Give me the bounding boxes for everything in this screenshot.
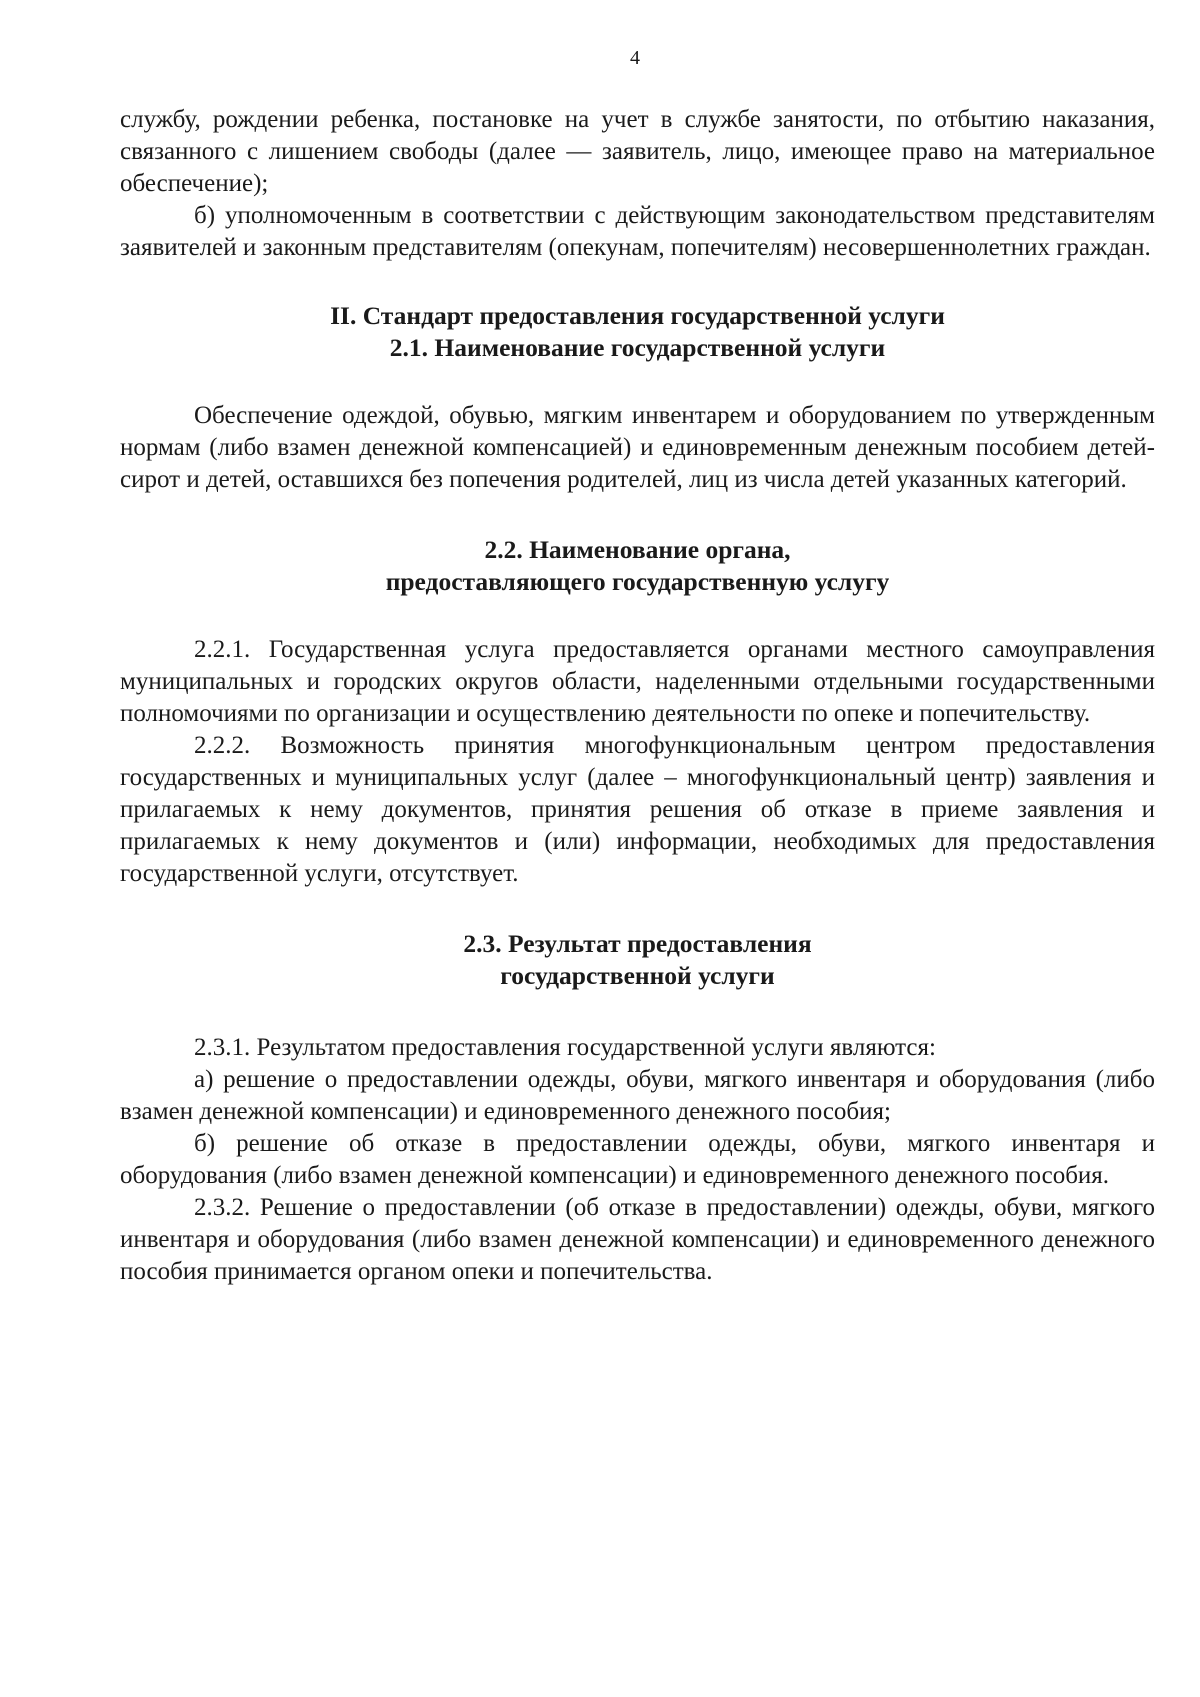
heading-2-1-title: 2.1. Наименование государственной услуги	[389, 333, 886, 362]
section-heading-2-2	[120, 534, 1155, 598]
paragraph-item-b-representatives: б) уполномоченным в соответствии с действующим законодательством представителям заявителей и законным представителям (опекунам, попечителям) несовершеннолетних граждан.	[120, 202, 1155, 261]
paragraph-recipients-continued: службу, рождении ребенка, постановке на учет в службе занятости, по отбытию наказания, связанного с лишением свободы (далее — заявитель, лицо, имеющее право на материальное обеспечение);	[120, 106, 1155, 197]
heading-2-2-line2: предоставляющего государственную услугу	[385, 567, 890, 596]
paragraph-item-a-decision: а) решение о предоставлении одежды, обуви, мягкого инвентаря и оборудования (либо взамен денежной компенсации) и единовременного денежного пособия;	[120, 1066, 1155, 1125]
paragraph-2-3-2: 2.3.2. Решение о предоставлении (об отказе в предоставлении) одежды, обуви, мягкого инвентаря и оборудования (либо взамен денежной компенсации) и единовременного денежного пособия принимается органом опеки и попечительства.	[120, 1194, 1155, 1285]
paragraph-item-b-refusal: б) решение об отказе в предоставлении одежды, обуви, мягкого инвентаря и оборудования (либо взамен денежной компенсации) и единовременного денежного пособия.	[120, 1130, 1155, 1189]
paragraph-service-name: Обеспечение одеждой, обувью, мягким инвентарем и оборудованием по утвержденным нормам (либо взамен денежной компенсацией) и единовременным денежным пособием детей-сирот и детей, оставшихся без попечения родителей, лиц из числа детей указанных категорий.	[120, 402, 1155, 493]
heading-2-2-line1: 2.2. Наименование органа,	[484, 535, 791, 564]
paragraph-2-2-2: 2.2.2. Возможность принятия многофункциональным центром предоставления государственных и муниципальных услуг (далее – многофункциональный центр) заявления и прилагаемых к нему документов, принятия решения об отказе в приеме заявления и прилагаемых к нему документов и (или) информации, необходимых для предоставления государственной услуги, отсутствует.	[120, 732, 1155, 887]
paragraph-2-2-1: 2.2.1. Государственная услуга предоставляется органами местного самоуправления муниципальных и городских округов области, наделенными отдельными государственными полномочиями по организации и осуществлению деятельности по опеке и попечительству.	[120, 636, 1155, 727]
section-heading-ii	[120, 300, 1155, 364]
page-number: 4	[630, 47, 640, 69]
heading-ii-title: II. Стандарт предоставления государственной услуги	[330, 301, 945, 330]
document-body	[120, 104, 1155, 1288]
paragraph-2-3-1: 2.3.1. Результатом предоставления государственной услуги являются:	[194, 1034, 936, 1061]
section-heading-2-3	[120, 928, 1155, 992]
heading-2-3-line1: 2.3. Результат предоставления	[463, 929, 812, 958]
heading-2-3-line2: государственной услуги	[500, 961, 775, 990]
